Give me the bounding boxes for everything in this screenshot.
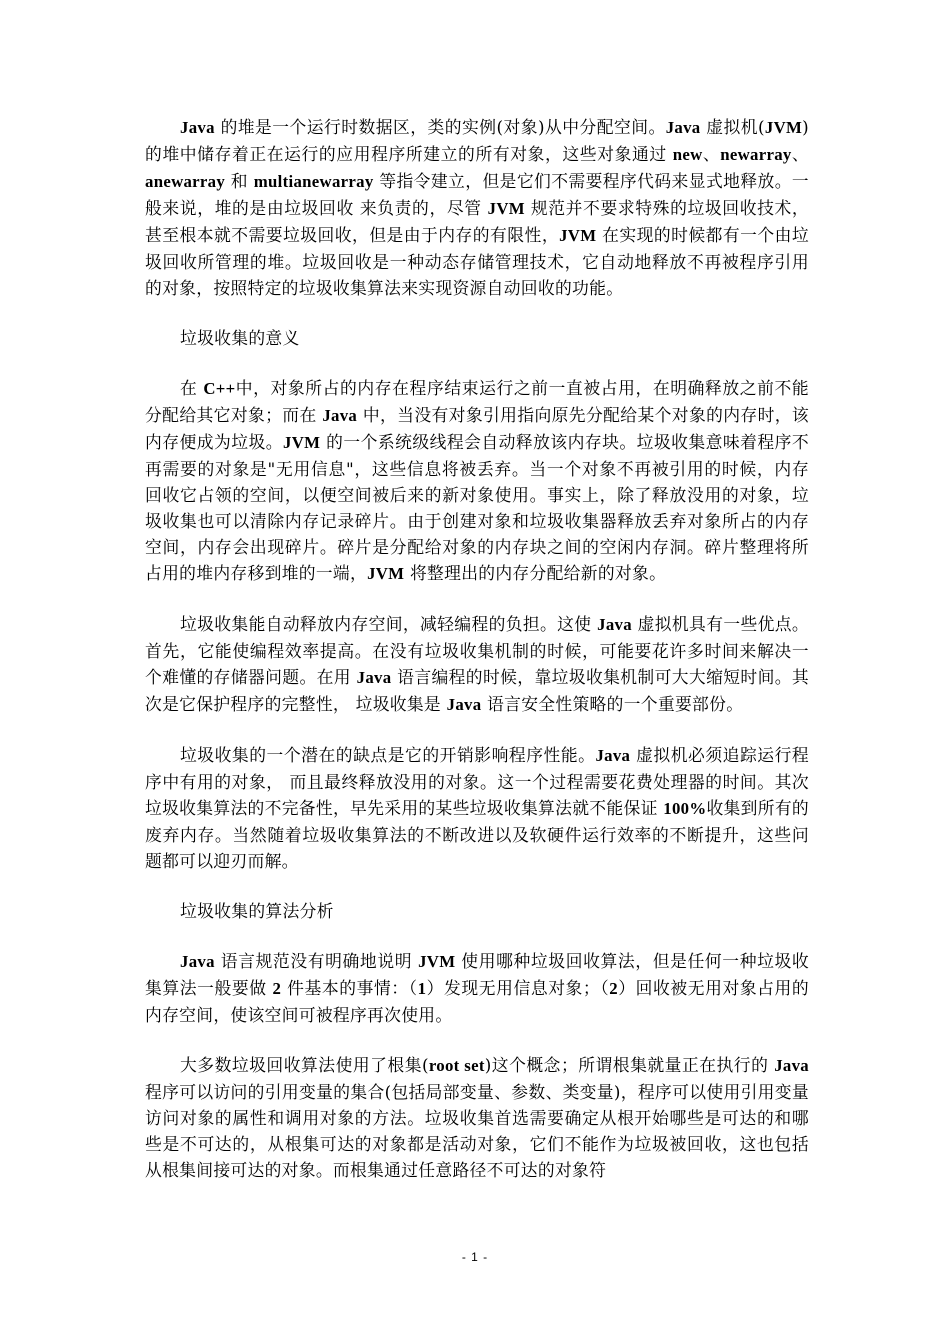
- bold-term: 2: [272, 979, 282, 998]
- bold-term: Java: [446, 695, 482, 714]
- text-run: 的堆是一个运行时数据区，类的实例(对象)从中分配空间。: [214, 117, 666, 137]
- bold-term: 2: [609, 979, 618, 998]
- bold-term: anewarray: [145, 172, 226, 191]
- text-run: 、: [702, 144, 721, 164]
- text-run: 和: [225, 171, 254, 191]
- text-run: 收集到所有的废弃内存。当然随着垃圾收集算法的不断改进以及软硬件运行效率的不断提升，这些问题都可以迎刃而解。: [145, 798, 809, 871]
- bold-term: JVM: [283, 433, 321, 452]
- bold-term: C++: [203, 379, 236, 398]
- bold-term: root set: [428, 1056, 485, 1075]
- text-run: 垃圾收集的一个潜在的缺点是它的开销影响程序性能。: [180, 745, 596, 765]
- text-run: 语言安全性策略的一个重要部份。: [481, 694, 744, 714]
- bold-term: JVM: [764, 118, 803, 137]
- text-run: 规范并不要求特殊的垃圾回收技术，甚至根本就不需要垃圾回收，但是由于内存的有限性，: [145, 198, 809, 245]
- section-heading: 垃圾收集的意义: [180, 328, 300, 348]
- text-run: 程序可以访问的引用变量的集合(包括局部变量、参数、类变量)，程序可以使用引用变量访问对象的属性和调用对象的方法。垃圾收集首选需要确定从根开始哪些是可达的和哪些是不可达的，从根集可达的对象都是活动对象，它们不能作为垃圾被回收，这也包括从根集间接可达的对象。而根集通过任意路径不可达的对象符: [145, 1082, 809, 1180]
- bold-term: multianewarray: [253, 172, 374, 191]
- text-run: 的一个系统级线程会自动释放该内存块。垃圾收集意味着程序不再需要的对象是"无用信息"，这些信息将被丢弃。当一个对象不再被引用的时候，内存回收它占领的空间，以便空间被后来的新对象使用。事实上，除了释放没用的对象，垃圾收集也可以清除内存记录碎片。由于创建对象和垃圾收集器释放丢弃对象所占的内存空间，内存会出现碎片。碎片是分配给对象的内存块之间的空闲内存洞。碎片整理将所占用的堆内存移到堆的一端，: [145, 432, 809, 583]
- bold-term: JVM: [367, 564, 405, 583]
- bold-term: Java: [180, 118, 215, 137]
- text-run: 将整理出的内存分配给新的对象。: [404, 563, 667, 583]
- bold-term: JVM: [559, 226, 597, 245]
- bold-term: newarray: [720, 145, 792, 164]
- bold-term: Java: [774, 1056, 809, 1075]
- bold-term: Java: [356, 668, 392, 687]
- bold-term: new: [672, 145, 703, 164]
- bold-term: Java: [665, 118, 701, 137]
- text-run: 、: [791, 144, 809, 164]
- bold-term: Java: [597, 615, 632, 634]
- text-run: ）回收被无用对象占用的内存空间，使该空间可被程序再次使用。: [145, 978, 809, 1025]
- bold-term: 1: [417, 979, 427, 998]
- text-run: 等指令建立，但是它们不需要程序代码来显式地释放。一般来说，堆的是由垃圾回收 来负责的，尽管: [145, 171, 809, 218]
- body-paragraph: [145, 948, 809, 1028]
- bold-term: Java: [180, 952, 215, 971]
- body-paragraph: [145, 114, 809, 301]
- document-body: [145, 114, 809, 1207]
- section-heading: 垃圾收集的算法分析: [180, 901, 334, 921]
- text-run: 语言规范没有明确地说明: [214, 951, 419, 971]
- text-run: 虚拟机必须追踪运行程序中有用的对象， 而且最终释放没用的对象。这一个过程需要花费处理器的时间。其次垃圾收集算法的不完备性，早先采用的某些垃圾收集算法就不能保证: [145, 745, 810, 818]
- page-number: - 1 -: [461, 1250, 489, 1264]
- text-run: 使用哪种垃圾回收算法，但是任何一种垃圾收集算法一般要做: [145, 951, 809, 998]
- bold-term: Java: [595, 746, 631, 765]
- text-run: 中，对象所占的内存在程序结束运行之前一直被占用，在明确释放之前不能分配给其它对象；而在: [145, 378, 809, 425]
- bold-term: 100%: [663, 799, 707, 818]
- body-paragraph: [145, 611, 809, 718]
- bold-term: Java: [322, 406, 358, 425]
- text-run: 在: [180, 378, 204, 398]
- bold-term: JVM: [487, 199, 525, 218]
- text-run: )的堆中储存着正在运行的应用程序所建立的所有对象，这些对象通过: [145, 117, 809, 164]
- text-run: 在实现的时候都有一个由垃圾回收所管理的堆。垃圾回收是一种动态存储管理技术，它自动地释放不再被程序引用的对象，按照特定的垃圾收集算法来实现资源自动回收的功能。: [145, 225, 809, 298]
- text-run: 虚拟机(: [700, 117, 765, 137]
- text-run: 件基本的事情：（: [281, 978, 418, 998]
- text-run: 中，当没有对象引用指向原先分配给某个对象的内存时，该内存便成为垃圾。: [145, 405, 810, 452]
- bold-term: JVM: [418, 952, 456, 971]
- text-run: 虚拟机具有一些优点。首先，它能使编程效率提高。在没有垃圾收集机制的时候，可能要花许多时间来解决一个难懂的存储器问题。在用: [145, 614, 809, 687]
- text-run: )这个概念；所谓根集就量正在执行的: [484, 1055, 775, 1075]
- text-run: 大多数垃圾回收算法使用了根集(: [180, 1055, 429, 1075]
- text-run: ）发现无用信息对象；（: [426, 978, 610, 998]
- body-paragraph: [145, 375, 809, 587]
- text-run: 垃圾收集能自动释放内存空间，减轻编程的负担。这使: [180, 614, 598, 634]
- body-paragraph: [145, 742, 809, 874]
- body-paragraph: [145, 1052, 809, 1183]
- text-run: 语言编程的时候，靠垃圾收集机制可大大缩短时间。其次是它保护程序的完整性， 垃圾收集是: [145, 667, 809, 714]
